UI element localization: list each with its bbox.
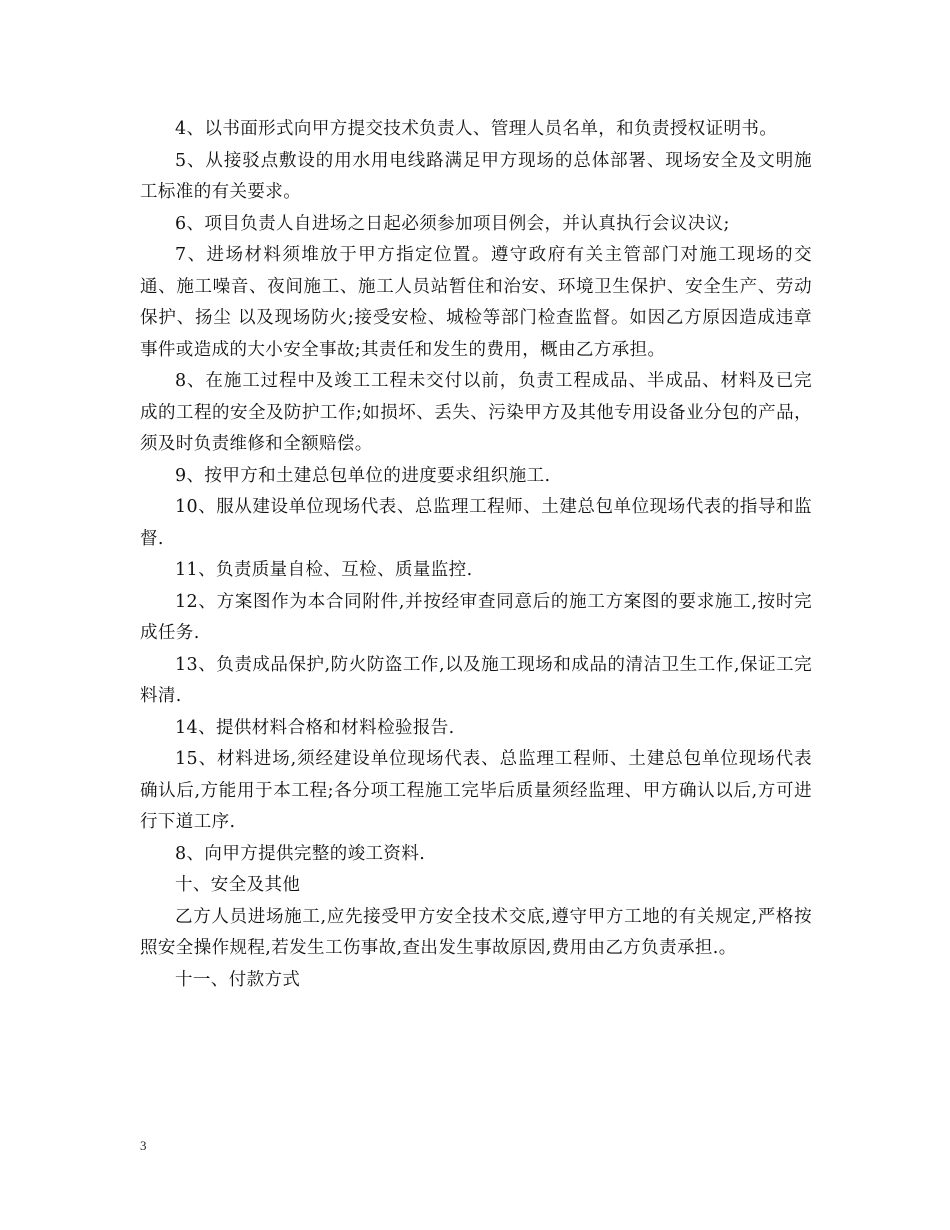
paragraph-item-14: 14、提供材料合格和材料检验报告. — [175, 717, 455, 738]
paragraph-safety-body: 乙方人员进场施工,应先接受甲方安全技术交底,遵守甲方工地的有关规定,严格按照安全操作规程,若发生工伤事故,查出发生事故原因,费用由乙方负责承担.。 — [140, 906, 812, 958]
paragraph-item-13: 13、负责成品保护,防火防盗工作,以及施工现场和成品的清洁卫生工作,保证工完料清. — [140, 654, 812, 706]
paragraph-item-8: 8、在施工过程中及竣工工程未交付以前，负责工程成品、半成品、材料及已完成的工程的安全及防护工作;如损坏、丢失、污染甲方及其他专用设备业分包的产品，须及时负责维修和全额赔偿。 — [140, 371, 812, 454]
paragraph-item-8-repeat: 8、向甲方提供完整的竣工资料. — [175, 843, 426, 864]
section-heading-payment: 十一、付款方式 — [175, 969, 301, 990]
paragraph-item-11: 11、负责质量自检、互检、质量监控. — [175, 560, 473, 580]
page-number: 3 — [140, 1138, 147, 1153]
paragraph-item-4: 4、以书面形式向甲方提交技术负责人、管理人员名单，和负责授权证明书。 — [175, 119, 778, 139]
document-body — [140, 114, 812, 996]
paragraph-item-15: 15、材料进场,须经建设单位现场代表、总监理工程师、土建总包单位现场代表确认后,方能用于本工程;各分项工程施工完毕后质量须经监理、甲方确认以后,方可进行下道工序. — [140, 749, 812, 832]
paragraph-item-9: 9、按甲方和土建总包单位的进度要求组织施工. — [175, 465, 551, 486]
paragraph-item-5: 5、从接驳点敷设的用水用电线路满足甲方现场的总体部署、现场安全及文明施工标准的有关要求。 — [140, 150, 812, 202]
paragraph-item-7: 7、进场材料须堆放于甲方指定位置。遵守政府有关主管部门对施工现场的交通、施工噪音、夜间施工、施工人员站暂住和治安、环境卫生保护、安全生产、劳动保护、扬尘 以及现场防火;接受安检、城检等部门检查监督。如因乙方原因造成违章事件或造成的大小安全事故;其责任和发生的费用，概由乙方承担。 — [140, 245, 812, 360]
paragraph-item-6: 6、项目负责人自进场之日起必须参加项目例会，并认真执行会议决议; — [175, 213, 730, 234]
paragraph-item-10: 10、服从建设单位现场代表、总监理工程师、土建总包单位现场代表的指导和监督. — [140, 497, 812, 549]
paragraph-item-12: 12、方案图作为本合同附件,并按经审查同意后的施工方案图的要求施工,按时完成任务. — [140, 591, 812, 643]
section-heading-safety: 十、安全及其他 — [175, 875, 301, 895]
